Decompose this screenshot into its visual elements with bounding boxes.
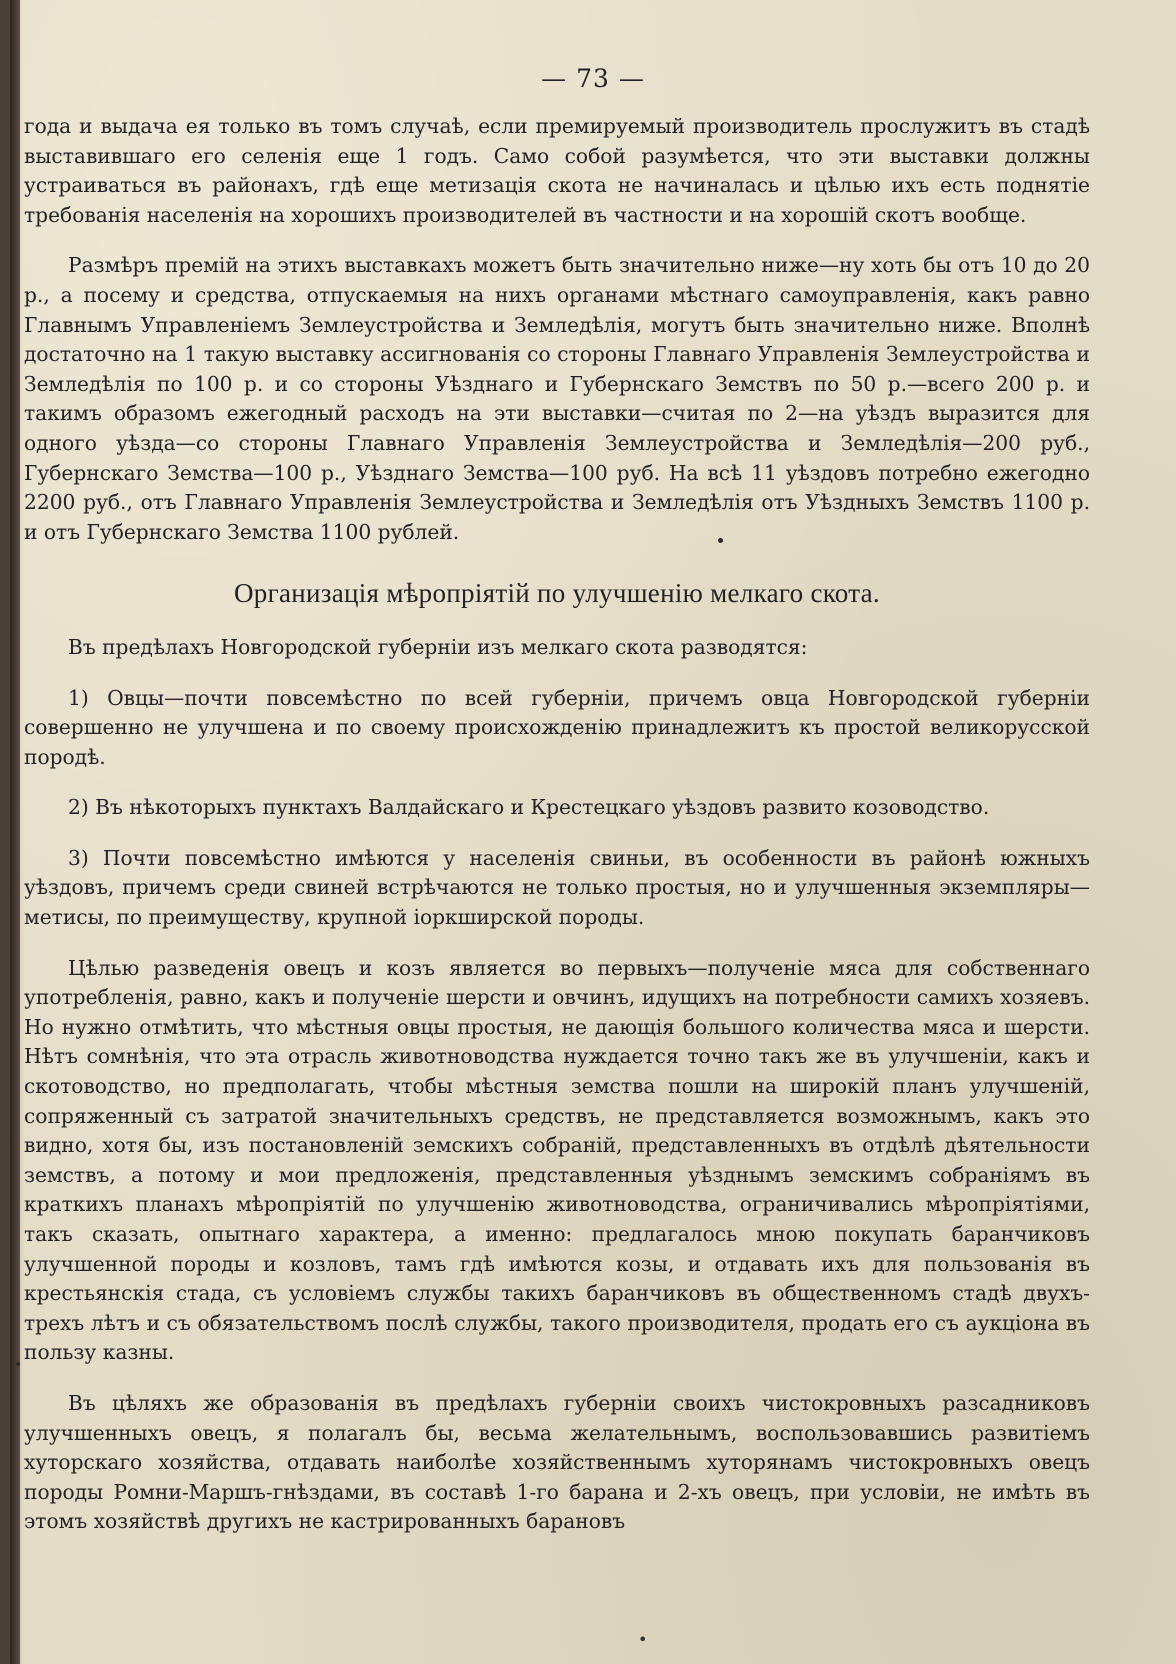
page-number: — 73 — [541,64,645,93]
list-item-pigs: 3) Почти повсемѣстно имѣются у населенія свиньи, въ особенности въ районѣ южныхъ уѣздовъ, причемъ среди свиней встрѣчаются не только простыя, но и улучшенныя экземпляры—метисы, по преимуществу, крупной іоркширской породы. [24,845,1090,930]
paragraph-breeding-centers: Въ цѣляхъ же образованія въ предѣлахъ губерніи своихъ чистокровныхъ разсадниковъ улучшенныхъ овецъ, я полагалъ бы, весьма желательнымъ, воспользовавшись развитіемъ хуторскаго хозяйства, отдавать наиболѣе хозяйственнымъ хуторянамъ чистокровныхъ овецъ породы Ромни-Маршъ-гнѣздами, въ составѣ 1-го барана и 2-хъ овецъ, при условіи, не имѣть въ этомъ хозяйствѣ другихъ не кастрированныхъ барановъ [24,1390,1090,1534]
paragraph-purpose: Цѣлью разведенія овецъ и козъ является во первыхъ—полученіе мяса для собственнаго употребленія, равно, какъ и полученіе шерсти и овчинъ, идущихъ на потребности самихъ хозяевъ. Но нужно отмѣтить, что мѣстныя овцы простыя, не дающія большого количества мяса и шерсти. Нѣтъ сомнѣнія, что эта отрасль животноводства нуждается точно такъ же въ улучшеніи, какъ и скотоводство, но предполагать, чтобы мѣстныя земства пошли на широкій планъ улучшеній, сопряженный съ затратой значительныхъ средствъ, не представляется возможнымъ, какъ это видно, хотя бы, изъ постановленій земскихъ собраній, представленныхъ въ отдѣлѣ дѣятельности земствъ, а потому и мои предложенія, представленныя уѣзднымъ земскимъ собраніямъ въ краткихъ планахъ мѣропріятій по улучшенію животноводства, ограничивались мѣропріятіями, такъ сказать, опытнаго характера, а именно: предлагалось мною покупать баранчиковъ улучшенной породы и козловъ, тамъ гдѣ имѣются козы, и отдавать ихъ для пользованія въ крестьянскія стада, съ условіемъ службы такихъ баранчиковъ въ общественномъ стадѣ двухъ-трехъ лѣтъ и съ обязательствомъ послѣ службы, такого производителя, продать его съ аукціона въ пользу казны. [24,955,1090,1365]
list-item-goats: 2) Въ нѣкоторыхъ пунктахъ Валдайскаго и Крестецкаго уѣздовъ развито козоводство. [68,795,990,820]
document-body [24,112,1090,1558]
document-page [10,0,1176,1664]
book-spine-shadow [10,0,20,1664]
paragraph-continuation: года и выдача ея только въ томъ случаѣ, если премируемый производитель прослужитъ въ стадѣ выставившаго его селенія еще 1 годъ. Само собой разумѣется, что эти выставки должны устраиваться въ районахъ, гдѣ еще метизація скота не начиналась и цѣлью ихъ есть поднятіе требованія населенія на хорошихъ производителей въ частности и на хорошій скотъ вообще. [24,114,1090,227]
paragraph-intro: Въ предѣлахъ Новгородской губерніи изъ мелкаго скота разводятся: [68,634,808,659]
section-heading: Организація мѣропріятій по улучшенію мелкаго скота. [234,578,880,609]
list-item-sheep: 1) Овцы—почти повсемѣстно по всей губерніи, причемъ овца Новгородской губерніи совершенно не улучшена и по своему происхожденію принадлежитъ къ простой великорусской породѣ. [24,685,1090,769]
footer-mark: • [638,1630,648,1649]
paragraph-premium-size: Размѣръ премій на этихъ выставкахъ можетъ быть значительно ниже—ну хоть бы отъ 10 до 20 р., а посему и средства, отпускаемыя на нихъ органами мѣстнаго самоуправленія, какъ равно Главнымъ Управленіемъ Землеустройства и Земледѣлія, могутъ быть значительно ниже. Вполнѣ достаточно на 1 такую выставку ассигнованія со стороны Главнаго Управленія Землеустройства и Земледѣлія по 100 р. и со стороны Уѣзднаго и Губернскаго Земствъ по 50 р.—всего 200 р. и такимъ образомъ ежегодный расходъ на эти выставки—считая по 2—на уѣздъ выразится для одного уѣзда—со стороны Главнаго Управленія Землеустройства и Земледѣлія—200 руб., Губернскаго Земства—100 р., Уѣзднаго Земства—100 руб. На всѣ 11 уѣздовъ потребно ежегодно 2200 руб., отъ Главнаго Управленія Землеустройства и Земледѣлія отъ Уѣздныхъ Земствъ 1100 р. и отъ Губернскаго Земства 1100 рублей. [24,253,1090,544]
ink-speck [718,538,723,543]
ink-speck [16,1362,20,1366]
